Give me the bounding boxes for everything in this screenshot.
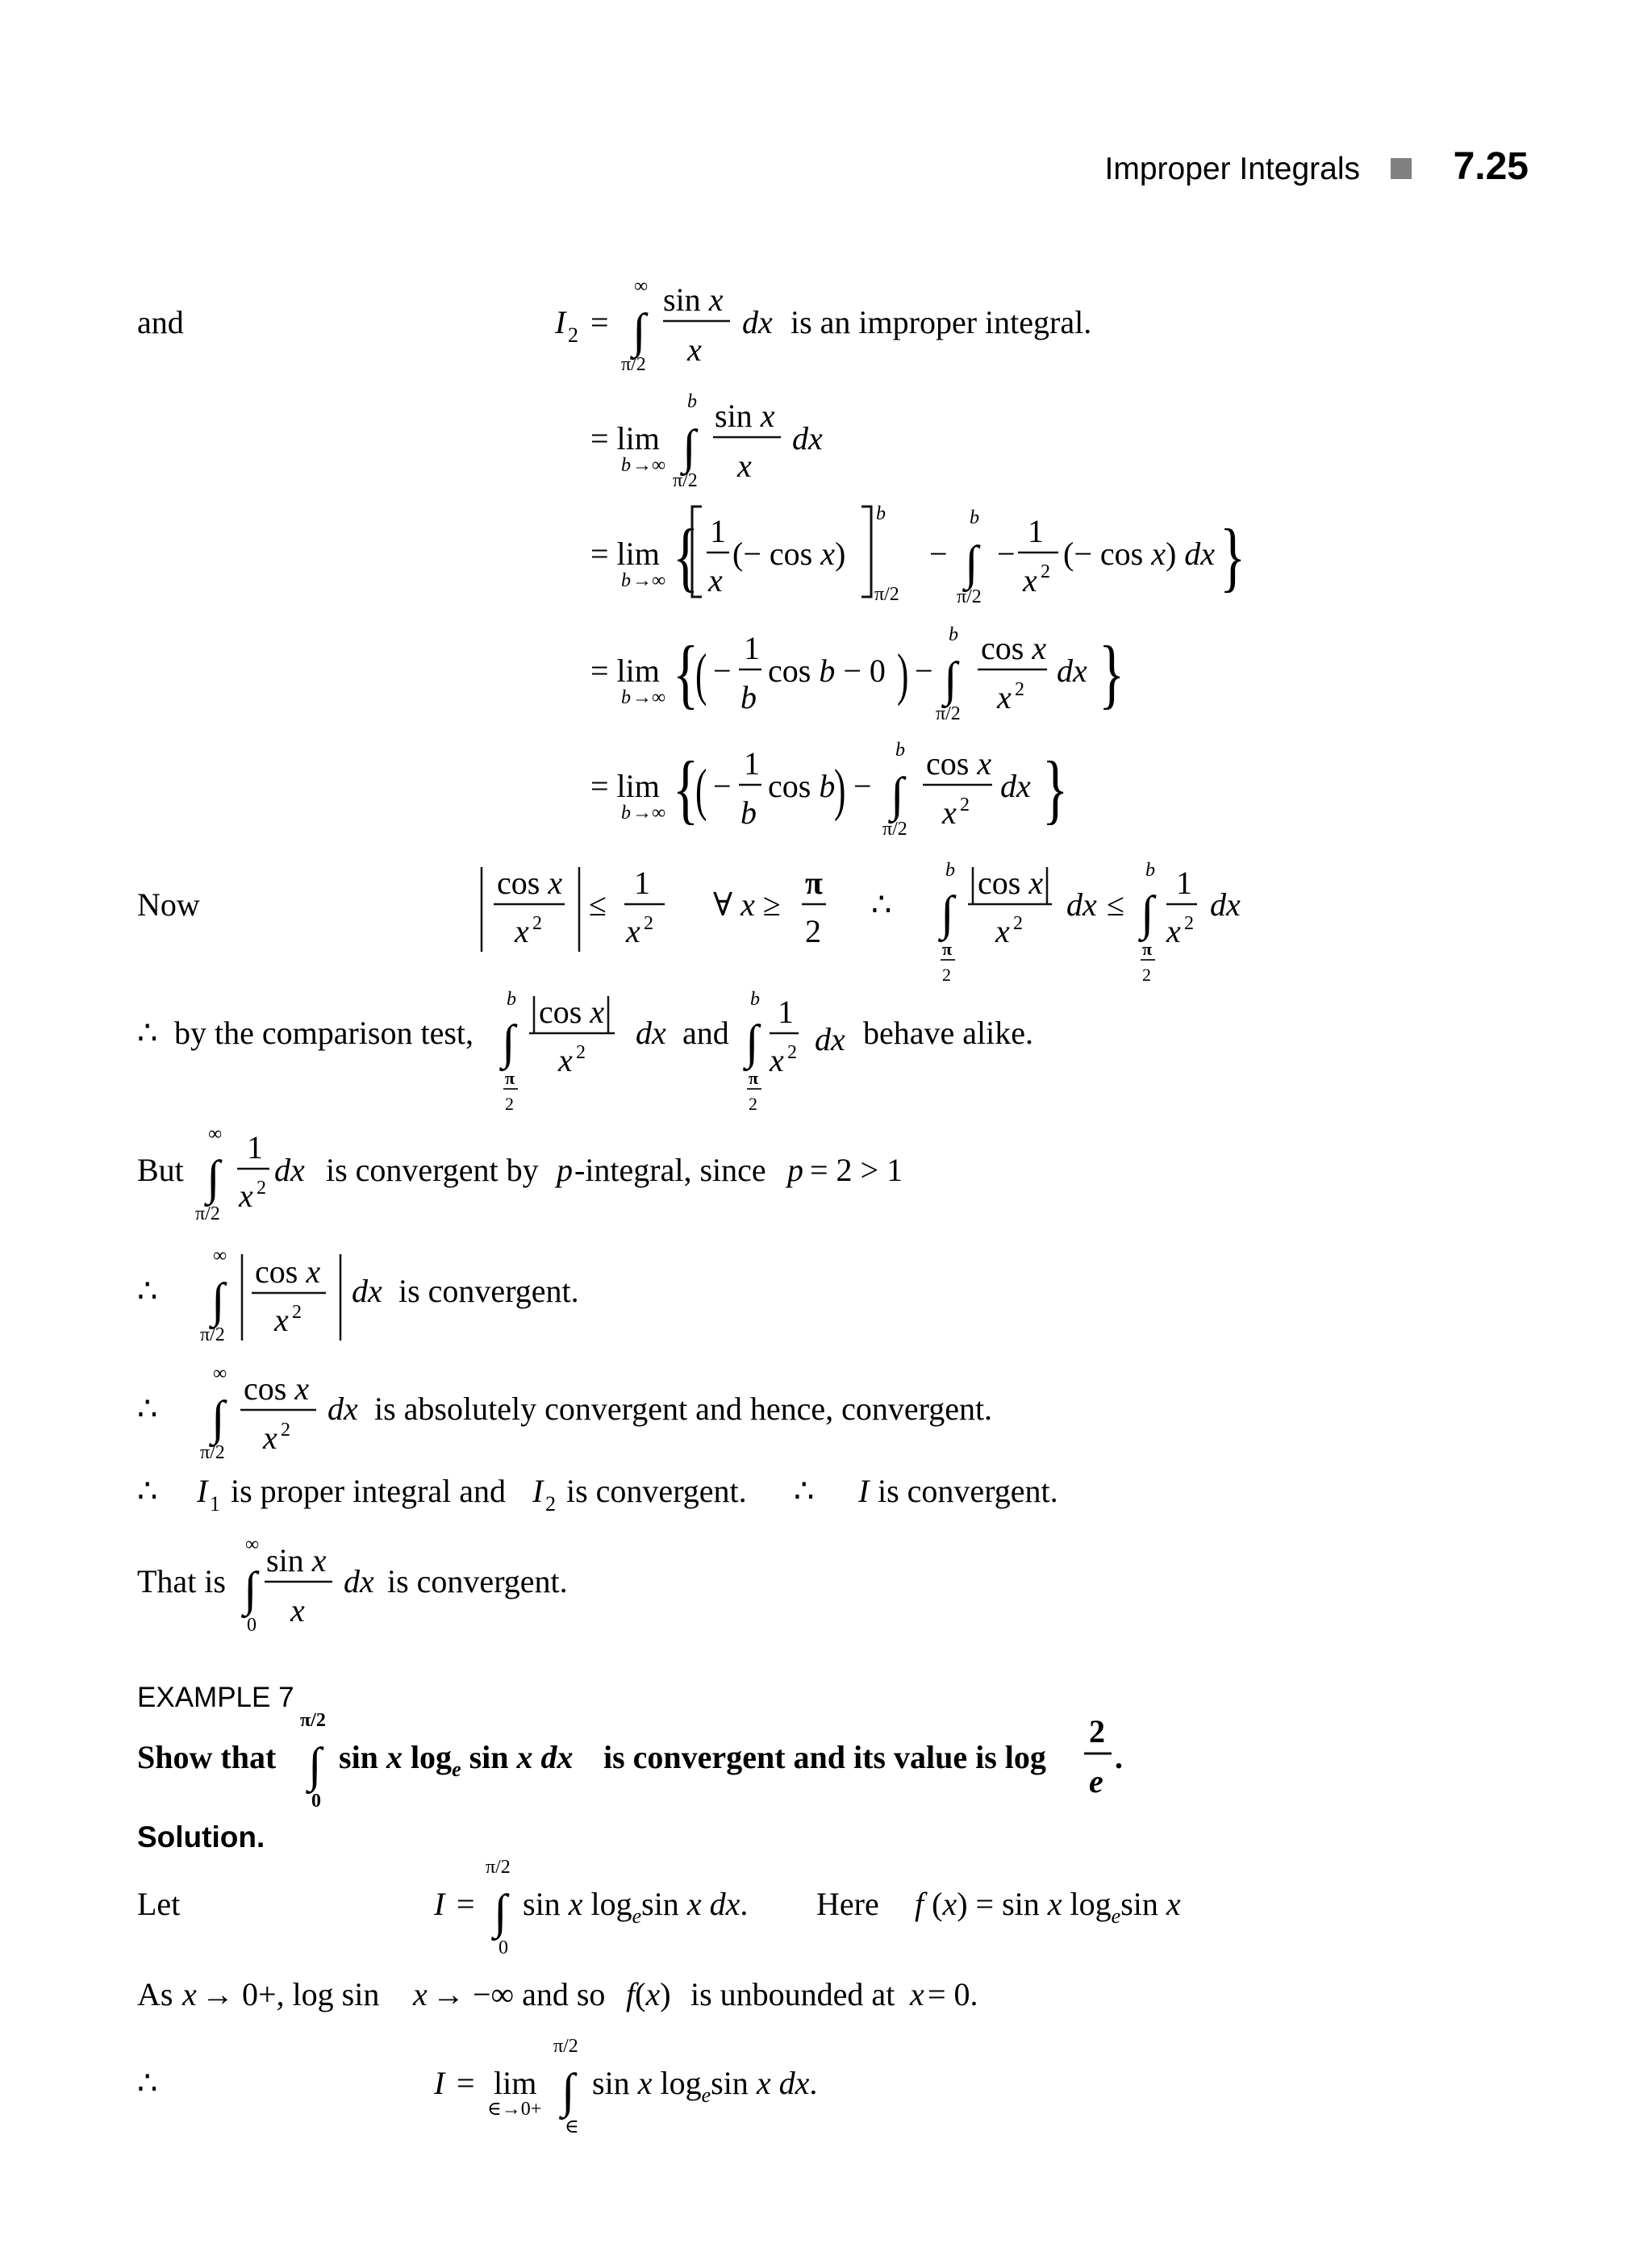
svg-text:∴: ∴ <box>137 2065 158 2101</box>
svg-text:∫: ∫ <box>745 1015 759 1069</box>
svg-text:1: 1 <box>634 865 650 901</box>
svg-text:2: 2 <box>1142 965 1151 985</box>
svg-text:Here: Here <box>816 1886 879 1922</box>
behave-alike: behave alike. <box>863 1015 1033 1051</box>
svg-text:That is: That is <box>137 1563 226 1599</box>
svg-text:is convergent.: is convergent. <box>878 1473 1058 1509</box>
svg-text:p: p <box>787 1152 803 1188</box>
svg-text:-integral, since: -integral, since <box>574 1152 766 1188</box>
svg-text:.: . <box>1115 1739 1123 1775</box>
svg-text:2: 2 <box>281 1420 290 1441</box>
svg-text:is convergent by: is convergent by <box>326 1152 539 1188</box>
svg-text:∞: ∞ <box>213 1363 227 1384</box>
svg-text:(: ( <box>695 641 707 707</box>
svg-text:∫: ∫ <box>944 653 957 706</box>
svg-text:≤: ≤ <box>1107 886 1124 923</box>
svg-text:∞: ∞ <box>208 1124 223 1145</box>
svg-text:cos x: cos x <box>244 1370 310 1407</box>
svg-text:is convergent.: is convergent. <box>398 1273 579 1309</box>
svg-text:∴: ∴ <box>137 1273 158 1309</box>
svg-text:= lim: = lim <box>590 420 660 457</box>
svg-text:∴: ∴ <box>794 1473 815 1509</box>
svg-text:π/2: π/2 <box>195 1203 220 1224</box>
limit-line-3 <box>590 624 1124 724</box>
svg-text:x: x <box>515 913 529 949</box>
svg-text:∫: ∫ <box>206 1151 220 1204</box>
svg-text:{: { <box>673 513 699 599</box>
let-line <box>137 1857 1181 1958</box>
but-line <box>137 1124 903 1224</box>
svg-text:dx: dx <box>1057 653 1087 689</box>
svg-text:is unbounded at: is unbounded at <box>690 1976 895 2012</box>
svg-text:π/2: π/2 <box>673 470 698 491</box>
as-line <box>137 1976 978 2012</box>
svg-text:b: b <box>507 989 516 1010</box>
svg-text:2: 2 <box>1184 913 1194 934</box>
svg-text:1: 1 <box>744 630 760 666</box>
svg-text:→∞: →∞ <box>632 803 666 824</box>
svg-text:∫: ∫ <box>965 536 978 590</box>
svg-text:π: π <box>942 939 953 959</box>
svg-text:cos x: cos x <box>497 865 563 901</box>
svg-text:∀ x ≥: ∀ x ≥ <box>713 886 781 923</box>
svg-text:2: 2 <box>257 1178 266 1199</box>
svg-text:= lim: = lim <box>590 653 660 689</box>
svg-text:I: I <box>434 2065 445 2101</box>
svg-text:−: − <box>915 653 933 689</box>
svg-text:b: b <box>621 455 631 476</box>
solution-label: Solution. <box>137 1820 265 1854</box>
svg-text:=: = <box>457 1886 475 1922</box>
svg-text:−: − <box>713 768 732 804</box>
svg-text:Let: Let <box>137 1886 181 1922</box>
svg-text:x: x <box>413 1976 428 2012</box>
svg-text:x: x <box>263 1420 277 1456</box>
svg-text:b: b <box>945 860 955 881</box>
svg-text:I: I <box>858 1473 870 1509</box>
svg-text:∫: ∫ <box>682 420 696 473</box>
svg-text:−: − <box>929 536 948 572</box>
svg-text:2: 2 <box>960 794 970 815</box>
svg-text:2: 2 <box>292 1302 302 1323</box>
svg-text:∫: ∫ <box>494 1885 507 1938</box>
svg-text:x: x <box>995 913 1010 949</box>
svg-text:−: − <box>853 768 872 804</box>
svg-text:cos b: cos b <box>768 768 836 804</box>
svg-text:): ) <box>834 757 846 822</box>
svg-text:b: b <box>621 687 631 708</box>
svg-text:=: = <box>590 304 609 340</box>
svg-text:dx: dx <box>344 1563 374 1599</box>
svg-text:lim: lim <box>494 2065 537 2101</box>
therefore-sym-1: ∴ <box>871 886 892 923</box>
svg-text:π/2: π/2 <box>936 703 961 724</box>
svg-text:π/2: π/2 <box>874 584 899 605</box>
abs-integral-line <box>137 1245 579 1345</box>
svg-text:b: b <box>621 803 631 824</box>
svg-text:}: } <box>1220 513 1246 599</box>
svg-text:(: ( <box>695 757 707 822</box>
svg-text:2: 2 <box>1015 679 1024 700</box>
svg-text:2: 2 <box>576 1042 586 1063</box>
svg-text:≤: ≤ <box>589 886 607 923</box>
svg-text:dx: dx <box>636 1015 666 1051</box>
svg-text:2: 2 <box>749 1094 757 1114</box>
svg-text:→ 0+, log sin: → 0+, log sin <box>202 1976 380 2012</box>
svg-text:x: x <box>737 448 752 484</box>
svg-text:2: 2 <box>1089 1713 1105 1749</box>
svg-text:dx: dx <box>815 1021 845 1057</box>
now-inequality <box>137 860 1241 985</box>
svg-text:2: 2 <box>787 1042 797 1063</box>
svg-text:∫: ∫ <box>941 886 954 940</box>
svg-text:∞: ∞ <box>634 276 649 297</box>
svg-text:b: b <box>687 391 697 412</box>
svg-text:b: b <box>876 503 886 524</box>
svg-text:→∞: →∞ <box>632 687 666 708</box>
svg-text:sin x: sin x <box>266 1542 327 1578</box>
svg-text:2: 2 <box>568 323 578 347</box>
svg-text:x: x <box>942 794 957 831</box>
svg-text:Show that: Show that <box>137 1739 277 1775</box>
svg-text:{: { <box>673 745 699 832</box>
svg-text:x: x <box>910 1976 924 2012</box>
svg-text:∫: ∫ <box>632 304 646 357</box>
svg-text:∴: ∴ <box>137 1015 158 1051</box>
svg-text:π/2: π/2 <box>553 2036 578 2057</box>
svg-text:→∞: →∞ <box>632 455 666 476</box>
svg-text:sin x logesin x dx.: sin x $\log_e\sin$ x dx. <box>523 1886 749 1928</box>
svg-text:e: e <box>1089 1763 1103 1799</box>
svg-text:x: x <box>997 679 1012 715</box>
svg-text:b: b <box>970 507 979 528</box>
svg-text:2: 2 <box>532 913 542 934</box>
svg-text:x: x <box>239 1178 253 1214</box>
svg-text:b: b <box>949 624 958 645</box>
svg-text:is absolutely convergent and h: is absolutely convergent and hence, convergent. <box>374 1391 993 1427</box>
svg-text:I: I <box>555 304 566 340</box>
svg-text:is convergent and its value is: is convergent and its value is log <box>603 1739 1046 1775</box>
svg-text:cos x: cos x <box>926 745 992 782</box>
svg-text:cos x: cos x <box>978 865 1044 901</box>
svg-text:x: x <box>558 1042 573 1078</box>
svg-text:∞: ∞ <box>213 1245 227 1266</box>
svg-text:−: − <box>997 536 1016 572</box>
svg-text:x: x <box>182 1976 197 2012</box>
svg-text:x: x <box>770 1042 784 1078</box>
svg-text:2: 2 <box>545 1492 556 1516</box>
svg-text:sin x loge sin x dx: sin x $\log_e \sin x$ dx <box>339 1739 574 1781</box>
svg-text:cos b − 0: cos b − 0 <box>768 653 886 689</box>
svg-text:∫: ∫ <box>211 1274 225 1327</box>
svg-text:{: { <box>673 630 699 716</box>
svg-text:π: π <box>505 1068 515 1088</box>
svg-text:π: π <box>749 1068 759 1088</box>
svg-text:1: 1 <box>1176 865 1192 901</box>
svg-text:π: π <box>1142 939 1153 959</box>
svg-text:dx: dx <box>274 1152 305 1188</box>
svg-text:cos x: cos x <box>255 1253 321 1290</box>
svg-text:∴: ∴ <box>137 1391 158 1427</box>
svg-text:x: x <box>687 332 702 368</box>
svg-text:I: I <box>197 1473 208 1509</box>
svg-text:2: 2 <box>1041 561 1050 582</box>
svg-text:As: As <box>137 1976 173 2012</box>
svg-text:π: π <box>805 865 823 901</box>
limit-line-2 <box>590 503 1245 607</box>
svg-text:dx: dx <box>742 304 773 340</box>
svg-text:1: 1 <box>1028 513 1044 549</box>
svg-text:dx: dx <box>792 420 823 457</box>
svg-text:0: 0 <box>247 1615 257 1636</box>
svg-text:sin x: sin x <box>715 398 775 434</box>
svg-text:∫: ∫ <box>244 1562 257 1616</box>
svg-text:∴: ∴ <box>137 1473 158 1509</box>
svg-text:∫: ∫ <box>891 768 904 821</box>
svg-text:is convergent.: is convergent. <box>566 1473 747 1509</box>
example-heading: EXAMPLE 7 <box>137 1682 294 1713</box>
svg-text:x: x <box>290 1592 305 1628</box>
svg-text:x: x <box>626 913 640 949</box>
svg-text:→∞: →∞ <box>632 570 666 591</box>
svg-text:π/2: π/2 <box>200 1324 225 1345</box>
svg-text:∫: ∫ <box>561 2064 575 2117</box>
svg-text:cos x: cos x <box>981 630 1047 666</box>
svg-text:1: 1 <box>247 1129 263 1166</box>
final-limit-line <box>137 2036 817 2137</box>
header-square-icon <box>1391 158 1412 179</box>
svg-text:→ −∞ and so: → −∞ and so <box>432 1976 606 2012</box>
svg-text:f(x): f(x) <box>626 1976 671 2012</box>
svg-text:= 2 > 1: = 2 > 1 <box>810 1152 903 1188</box>
svg-text:π/2: π/2 <box>621 354 646 375</box>
svg-text:}: } <box>1099 630 1125 716</box>
i2-definition <box>137 276 1091 375</box>
svg-text:sin x: sin x <box>663 281 724 318</box>
svg-text:1: 1 <box>210 1492 220 1516</box>
svg-text:0: 0 <box>311 1791 321 1812</box>
svg-text:2: 2 <box>505 1094 514 1114</box>
svg-text:π/2: π/2 <box>882 819 907 840</box>
svg-text:∫: ∫ <box>1141 886 1154 940</box>
svg-text:∫: ∫ <box>308 1738 322 1791</box>
svg-text:x: x <box>708 562 723 598</box>
svg-text:dx: dx <box>1066 886 1097 923</box>
comparison-prefix: by the comparison test, <box>174 1015 474 1051</box>
svg-text:dx: dx <box>352 1273 382 1309</box>
svg-text:π/2: π/2 <box>200 1442 225 1463</box>
word-and: and <box>137 304 184 340</box>
svg-text:∫: ∫ <box>502 1015 515 1069</box>
svg-text:∈: ∈ <box>565 2116 579 2137</box>
limit-line-4 <box>590 740 1068 840</box>
running-header <box>1105 145 1529 188</box>
limit-line-1 <box>590 391 823 491</box>
svg-text:π/2: π/2 <box>486 1857 511 1878</box>
svg-text:x: x <box>1166 913 1181 949</box>
svg-text:2: 2 <box>644 913 653 934</box>
svg-text:I: I <box>434 1886 445 1922</box>
svg-text:dx: dx <box>1000 768 1031 804</box>
svg-text:dx: dx <box>1210 886 1241 923</box>
svg-text:b: b <box>1145 860 1155 881</box>
svg-text:is convergent.: is convergent. <box>387 1563 568 1599</box>
example-7 <box>137 1682 1123 1854</box>
word-now: Now <box>137 886 200 923</box>
svg-text:2: 2 <box>942 965 951 985</box>
svg-text:b: b <box>621 570 631 591</box>
svg-text:x: x <box>1023 562 1037 598</box>
svg-text:0: 0 <box>499 1937 508 1958</box>
svg-text:∈→0+: ∈→0+ <box>487 2099 542 2120</box>
svg-text:x: x <box>274 1302 289 1338</box>
svg-text:2: 2 <box>805 913 821 949</box>
svg-text:−: − <box>713 653 732 689</box>
svg-text:π/2: π/2 <box>957 586 982 607</box>
svg-text:b: b <box>740 794 757 831</box>
svg-text:p: p <box>557 1152 573 1188</box>
running-title: Improper Integrals <box>1104 152 1360 186</box>
svg-text:π/2: π/2 <box>300 1710 326 1731</box>
page-number: 7.25 <box>1453 145 1529 188</box>
i1-i2-summary <box>137 1473 1058 1516</box>
svg-text:dx: dx <box>327 1391 358 1427</box>
svg-text:(− cos x): (− cos x) <box>732 536 846 572</box>
svg-text:b: b <box>895 740 905 761</box>
svg-text:cos x: cos x <box>539 994 605 1030</box>
svg-text:= lim: = lim <box>590 768 660 804</box>
svg-text:=: = <box>457 2065 475 2101</box>
svg-text:= 0.: = 0. <box>928 1976 978 2012</box>
svg-text:1: 1 <box>710 513 726 549</box>
svg-text:I: I <box>532 1473 544 1509</box>
absolutely-convergent-line <box>137 1363 992 1463</box>
that-is-line <box>137 1534 568 1636</box>
svg-text:2: 2 <box>1013 913 1023 934</box>
svg-text:b: b <box>740 679 757 715</box>
svg-text:(− cos x) dx: (− cos x) dx <box>1063 536 1216 572</box>
svg-text:1: 1 <box>778 994 794 1030</box>
svg-text:1: 1 <box>744 745 760 782</box>
svg-text:∫: ∫ <box>211 1391 225 1445</box>
svg-text:But: But <box>137 1152 184 1188</box>
svg-text:b: b <box>750 989 760 1010</box>
improper-note: is an improper integral. <box>791 304 1092 340</box>
svg-text:): ) <box>897 641 909 707</box>
svg-text:and: and <box>682 1015 729 1051</box>
svg-text:}: } <box>1042 745 1069 832</box>
svg-text:sin x logesin x dx.: sin x $\log_e\sin$ x dx. <box>592 2065 818 2107</box>
svg-text:is proper integral and: is proper integral and <box>231 1473 506 1509</box>
svg-text:= lim: = lim <box>590 536 660 572</box>
comparison-line <box>137 989 1033 1114</box>
svg-text:∞: ∞ <box>245 1534 260 1555</box>
svg-text:f (x) = sin x logesin x: f (x) = sin x $\log_e\sin$ x <box>915 1886 1181 1928</box>
